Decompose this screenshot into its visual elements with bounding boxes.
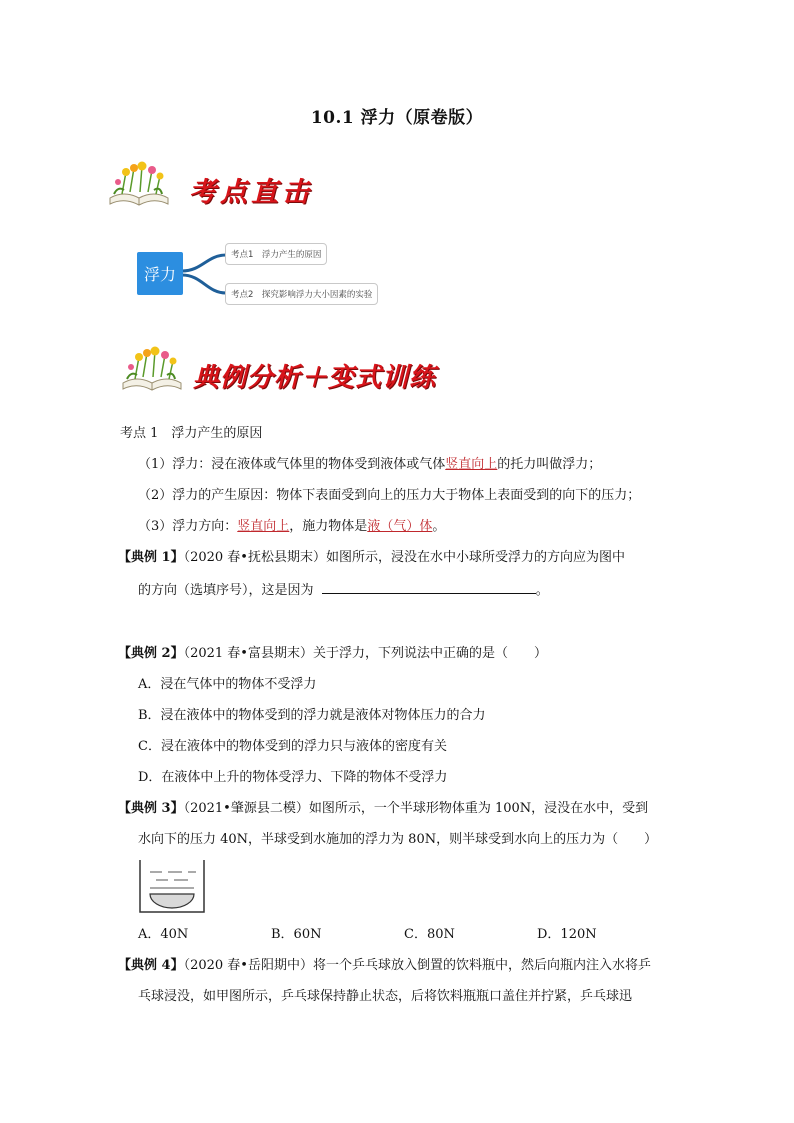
highlight-direction: 竖直向上 — [445, 457, 498, 472]
highlight-direction-2: 竖直向上 — [237, 519, 290, 534]
option-a[interactable]: A．40N — [138, 927, 189, 942]
example-1-line-1: 【典例 1】（2020 春•抚松县期末）如图所示，浸没在水中小球所受浮力的方向应为图中 — [118, 550, 625, 565]
example-3-line-2: 水向下的压力 40N，半球受到水施加的浮力为 80N，则半球受到水向上的压力为（ ） — [138, 832, 658, 847]
example-3-line-1: 【典例 3】（2021•肇源县二模）如图所示，一个半球形物体重为 100N，浸没在水中，受到 — [118, 801, 649, 816]
option-b[interactable]: B．60N — [271, 927, 322, 942]
paragraph-direction: （3）浮力方向：竖直向上，施力物体是液（气）体。 — [138, 519, 446, 534]
book-flowers-icon — [104, 160, 174, 210]
mindmap-node-2: 考点2 探究影响浮力大小因素的实验 — [225, 283, 378, 305]
paragraph-definition: （1）浮力：浸在液体或气体里的物体受到液体或气体竖直向上的托力叫做浮力； — [138, 457, 602, 472]
page-title: 10.1 浮力（原卷版） — [310, 108, 484, 128]
option-a[interactable]: A．浸在气体中的物体不受浮力 — [138, 677, 317, 692]
example-4-line-2: 乓球浸没，如甲图所示，乒乓球保持静止状态，后将饮料瓶瓶口盖住并拧紧，乒乓球迅 — [138, 989, 633, 1004]
example-4-line-1: 【典例 4】（2020 春•岳阳期中）将一个乒乓球放入倒置的饮料瓶中，然后向瓶内注入水将乒 — [118, 958, 651, 973]
hemisphere-in-water-figure — [138, 858, 206, 914]
banner-examples: 典例分析＋变式训练 — [193, 363, 437, 393]
mindmap-root: 浮力 — [137, 252, 183, 295]
paragraph-cause: （2）浮力的产生原因：物体下表面受到向上的压力大于物体上表面受到的向下的压力； — [138, 488, 641, 503]
option-c[interactable]: C．浸在液体中的物体受到的浮力只与液体的密度有关 — [138, 739, 447, 754]
answer-blank[interactable] — [322, 579, 536, 594]
example-1-line-2: 的方向（选填序号），这是因为 。 — [138, 579, 549, 601]
option-c[interactable]: C．80N — [404, 927, 455, 942]
option-d[interactable]: D．在液体中上升的物体受浮力、下降的物体不受浮力 — [138, 770, 448, 785]
option-b[interactable]: B．浸在液体中的物体受到的浮力就是液体对物体压力的合力 — [138, 708, 486, 723]
book-flowers-icon — [117, 345, 187, 395]
highlight-source: 液（气）体 — [367, 519, 433, 534]
example-2-question: 【典例 2】（2021 春•富县期末）关于浮力，下列说法中正确的是（ ） — [118, 646, 547, 661]
mindmap-node-1: 考点1 浮力产生的原因 — [225, 243, 327, 265]
option-d[interactable]: D．120N — [537, 927, 597, 942]
banner-exam-points: 考点直击 — [189, 177, 313, 208]
section-heading: 考点 1 浮力产生的原因 — [120, 426, 263, 441]
